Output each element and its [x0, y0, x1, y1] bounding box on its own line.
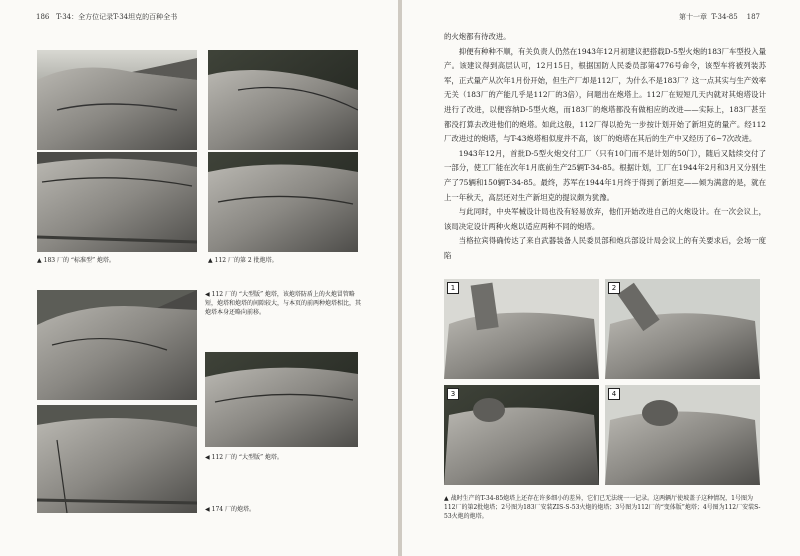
turret-photo-112-big [205, 352, 358, 447]
left-page-number: 186 [36, 13, 50, 21]
turret-photo-183-standard [37, 152, 197, 252]
caption-marker-icon: ◀ [205, 291, 210, 298]
paragraph: 与此同时，中央军械设计局也没有轻易放弃，他们开始改进自己的火炮设计。在一次会议上，该局决定设计两种火炮以适应两种不同的炮塔。 [444, 207, 766, 231]
turret-photo-112-no2-top [208, 50, 358, 150]
left-page [0, 0, 398, 556]
right-page-number: 187 [746, 13, 760, 21]
turret-photo-1 [444, 279, 599, 379]
caption-174: ◀ 174 厂的炮塔。 [205, 506, 255, 513]
caption-marker-icon: ▲ [37, 257, 42, 264]
caption-183-standard: ▲ 183 厂的 “标准型” 炮塔。 [37, 257, 115, 264]
caption-marker-icon: ▲ [444, 495, 449, 502]
turret-photo-2 [605, 279, 760, 379]
caption-112-no2: ▲ 112 厂的第 2 批炮塔。 [208, 257, 278, 264]
caption-112-big-note: ◀ 112 厂的 “大型版” 炮塔，该炮塔防盾上的火炮冒管略短，炮塔和炮塔的间隙较大，与本页的前两种炮塔相比，其炮塔本身还略向前移。 [205, 291, 362, 316]
chapter-model: T-34-85 [711, 13, 738, 21]
photo-number: 2 [608, 282, 620, 294]
left-page-header [36, 12, 177, 22]
turret-photo-4 [605, 385, 760, 485]
left-running-title: T-34：全方位记录T-34坦克的百种全书 [56, 13, 178, 21]
turret-photo-3 [444, 385, 599, 485]
photo-number: 3 [447, 388, 459, 400]
caption-marker-icon: ◀ [205, 506, 210, 513]
turret-photo-174 [37, 405, 197, 513]
right-page [402, 0, 800, 556]
photo-number: 1 [447, 282, 459, 294]
caption-112-big: ◀ 112 厂的 “大型版” 炮塔。 [205, 454, 283, 461]
caption-marker-icon: ◀ [205, 454, 210, 461]
turret-photo-183-standard-top [37, 50, 197, 150]
turret-photo-112-big-side [37, 290, 197, 400]
turret-photo-112-no2 [208, 152, 358, 252]
paragraph: 抑便有种种不顺，有关负责人仍然在1943年12月初建议把搭载D-5型火炮的183厂车型投入量产。该建议得到高层认可，12月15日，根据国防人民委员部第4776号命令，该型车将被列装苏军，正式量产从次年1月份开始，但生产厂却是112厂，为什么不是183厂？这一点其实与生产效率无关（183厂的产能几乎是112厂的3倍），问题出在炮塔上。112厂在短短几天内就对其炮塔设计进行了改进，以便容纳D-5型火炮，而183厂的炮塔都没有做相应的改进——实际上，183厂甚至都没打算去改进他们的炮塔。如此这般，112厂得以抢先一步按计划开始了新坦克的量产。经112厂改进过的炮塔，与T-43炮塔相似度并不高，该厂的炮塔在其后的生产中又经历了6~7次改进。 [444, 46, 766, 144]
paragraph: 当格拉宾得确传达了来自武器装备人民委员部和炮兵部设计局会议上的有关要求后，会场一度陷 [444, 236, 766, 260]
caption-marker-icon: ▲ [208, 257, 213, 264]
photo-number: 4 [608, 388, 620, 400]
body-text [444, 30, 766, 264]
caption-turret-variants: ▲ 战时生产的T-34-85炮塔上还存在许多细小的差异，它们已无法统一一记录。这两辆厅使坡盖子这种情况，1号图为112厂的第2批炮塔；2号图为183厂安装ZIS-S-53火炮的炮塔；3号图为112厂的“变体版”炮塔；4号图为112厂安装S-53火炮的炮塔。 [444, 495, 761, 520]
chapter-label: 第十一章 [678, 13, 707, 21]
paragraph: 1943年12月，首批D-5型火炮交付工厂（只有10门而不是计划的50门），随后又陆续交付了一部分，使工厂能在次年1月底前生产25辆T-34-85。根据计划，工厂在1944年2月和3月又分别生产了75辆和150辆T-34-85。最终，苏军在1944年1月终于得到了新坦克——倾为满意的是，就在上一年秋天，高层还对生产新坦克的提议颇为犹豫。 [444, 148, 766, 202]
right-page-header [679, 12, 760, 22]
paragraph: 的火炮都有待改进。 [444, 32, 511, 41]
